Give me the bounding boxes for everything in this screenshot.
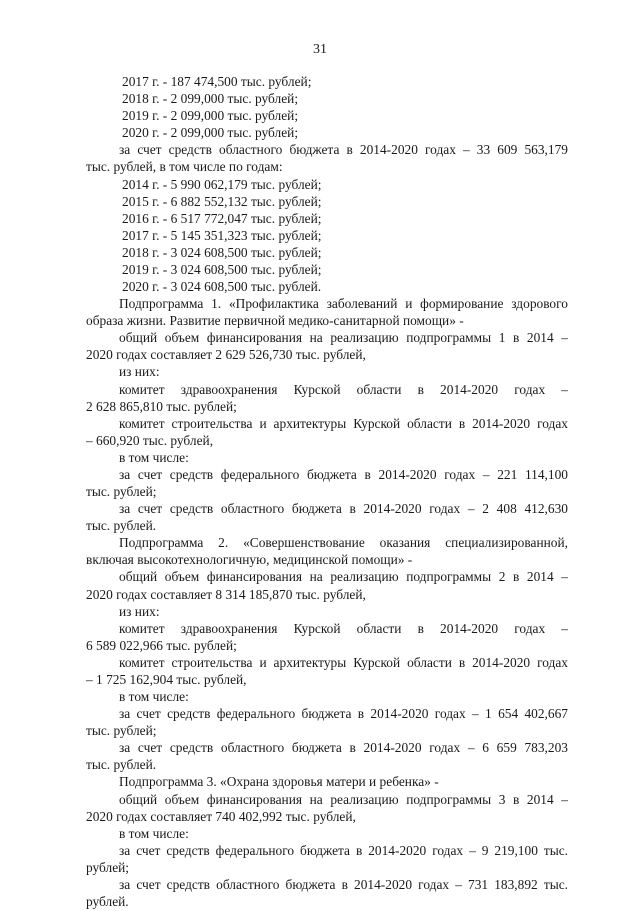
text-line: 2016 г. - 6 517 772,047 тыс. рублей; xyxy=(122,210,322,226)
text-line: 2019 г. - 3 024 608,500 тыс. рублей; xyxy=(122,261,322,277)
text-line: комитет строительства и архитектуры Курской области в 2014-2020 годах xyxy=(119,415,568,431)
text-line: 6 589 022,966 тыс. рублей; xyxy=(86,637,237,653)
text-line: тыс. рублей; xyxy=(86,723,157,739)
text-line: тыс. рублей, в том числе по годам: xyxy=(86,159,283,175)
text-line: 2020 годах составляет 8 314 185,870 тыс. рублей, xyxy=(86,586,366,602)
text-line: образа жизни. Развитие первичной медико-санитарной помощи» - xyxy=(86,313,464,329)
text-line: за счет средств областного бюджета в 2014-2020 годах – 731 183,892 тыс. xyxy=(119,876,568,892)
text-line: – 660,920 тыс. рублей, xyxy=(86,432,214,448)
text-line: за счет средств федерального бюджета в 2014-2020 годах – 9 219,100 тыс. xyxy=(119,842,568,858)
text-line: включая высокотехнологичную, медицинской помощи» - xyxy=(86,552,413,568)
text-line: 2020 годах составляет 2 629 526,730 тыс. рублей, xyxy=(86,347,366,363)
text-line: тыс. рублей. xyxy=(86,518,157,534)
text-line: 2019 г. - 2 099,000 тыс. рублей; xyxy=(122,108,299,124)
text-line: общий объем финансирования на реализацию подпрограммы 3 в 2014 – xyxy=(119,791,568,807)
text-line: тыс. рублей. xyxy=(86,757,157,773)
text-line: 2020 годах составляет 740 402,992 тыс. рублей, xyxy=(86,808,356,824)
text-line: 2 628 865,810 тыс. рублей; xyxy=(86,398,237,414)
text-line: за счет средств федерального бюджета в 2014-2020 годах – 1 654 402,667 xyxy=(119,706,568,722)
text-line: за счет средств областного бюджета в 2014-2020 годах – 33 609 563,179 xyxy=(119,142,568,158)
text-line: комитет строительства и архитектуры Курской области в 2014-2020 годах xyxy=(119,654,568,670)
text-line: рублей. xyxy=(86,894,129,909)
text-line: рублей; xyxy=(86,859,130,875)
text-line: 2014 г. - 5 990 062,179 тыс. рублей; xyxy=(122,176,322,192)
text-line: тыс. рублей; xyxy=(86,484,157,499)
text-line: Подпрограмма 2. «Совершенствование оказания специализированной, xyxy=(119,535,568,551)
text-line: в том числе: xyxy=(119,689,189,704)
text-line: 2020 г. - 3 024 608,500 тыс. рублей. xyxy=(122,279,322,294)
text-line: комитет здравоохранения Курской области в 2014-2020 годах – xyxy=(119,620,568,636)
text-line: за счет средств федерального бюджета в 2014-2020 годах – 221 114,100 xyxy=(119,466,568,482)
text-line: 2018 г. - 2 099,000 тыс. рублей; xyxy=(122,91,299,107)
text-line: Подпрограмма 1. «Профилактика заболеваний и формирование здорового xyxy=(119,296,568,312)
text-line: из них: xyxy=(119,364,160,380)
text-line: общий объем финансирования на реализацию подпрограммы 1 в 2014 – xyxy=(119,330,568,346)
text-line: 2020 г. - 2 099,000 тыс. рублей; xyxy=(122,125,299,141)
text-line: 2018 г. - 3 024 608,500 тыс. рублей; xyxy=(122,244,322,260)
text-line: из них: xyxy=(119,603,160,619)
text-line: в том числе: xyxy=(119,449,189,465)
text-line: 2015 г. - 6 882 552,132 тыс. рублей; xyxy=(122,193,322,209)
text-line: Подпрограмма 3. «Охрана здоровья матери и ребенка» - xyxy=(119,774,439,790)
text-line: – 1 725 162,904 тыс. рублей, xyxy=(86,671,247,687)
text-line: комитет здравоохранения Курской области в 2014-2020 годах – xyxy=(119,381,568,397)
text-line: общий объем финансирования на реализацию подпрограммы 2 в 2014 – xyxy=(119,569,568,585)
text-line: 2017 г. - 5 145 351,323 тыс. рублей; xyxy=(122,227,322,243)
text-line: за счет средств областного бюджета в 2014-2020 годах – 6 659 783,203 xyxy=(119,740,568,756)
page-number: 31 xyxy=(313,42,327,57)
text-line: в том числе: xyxy=(119,825,189,841)
text-line: 2017 г. - 187 474,500 тыс. рублей; xyxy=(122,74,312,89)
text-line: за счет средств областного бюджета в 2014-2020 годах – 2 408 412,630 xyxy=(119,501,568,517)
